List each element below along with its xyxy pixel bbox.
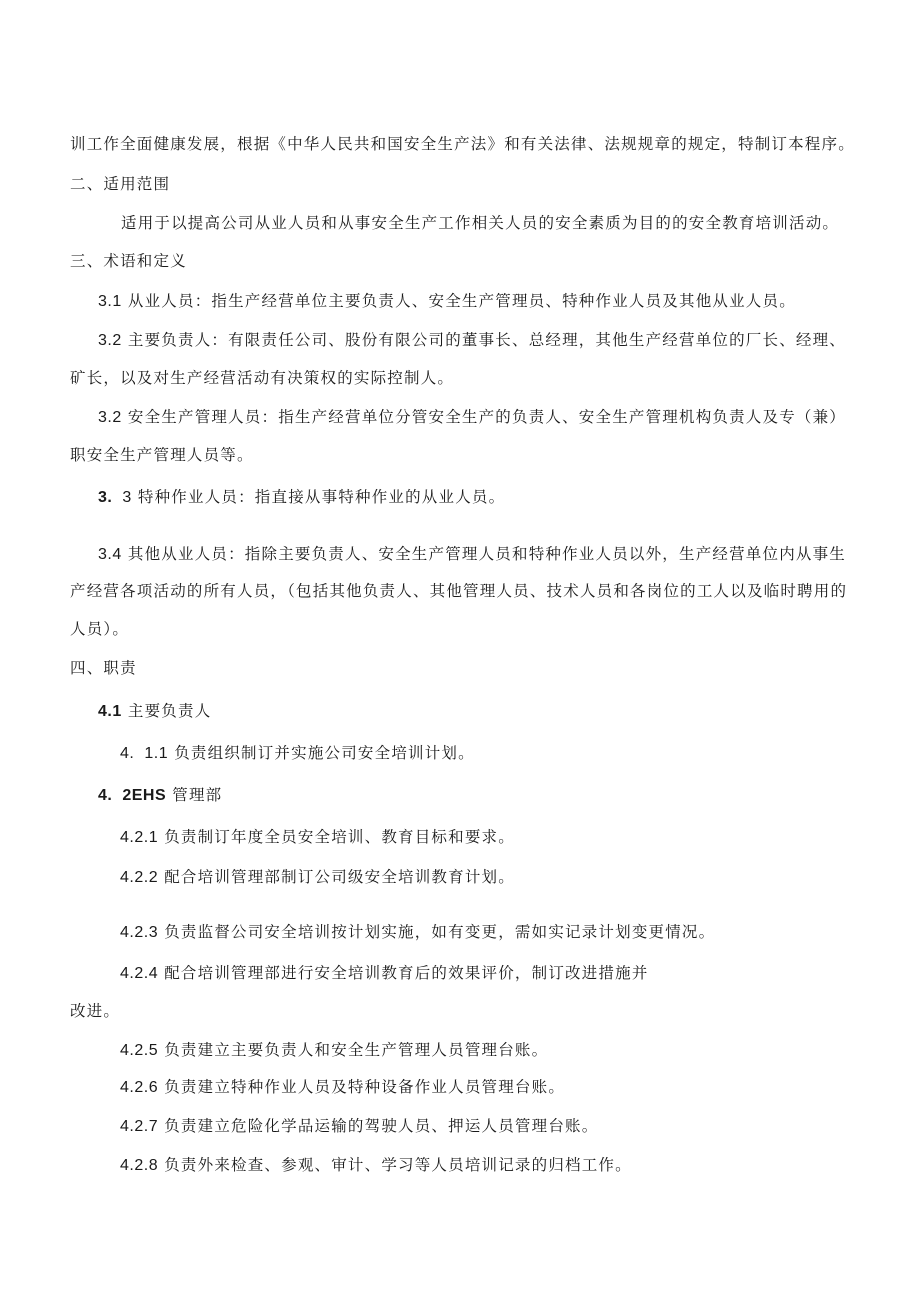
term-text-continued: 职安全生产管理人员等。 [70, 446, 254, 464]
term-text-continued: 产经营各项活动的所有人员，（包括其他负责人、其他管理人员、技术人员和各岗位的工人以及临时聘用的 [70, 582, 848, 600]
duty-item-text: 负责监督公司安全培训按计划实施，如有变更，需如实记录计划变更情况。 [164, 923, 716, 941]
duty-title: 主要负责人 [127, 702, 212, 720]
term-text: 安全生产管理人员：指生产经营单位分管安全生产的负责人、安全生产管理机构负责人及专（兼） [127, 408, 846, 426]
duty-item-number-sub: 1.1 [144, 745, 169, 762]
duty-item [120, 921, 715, 944]
duty-item [120, 1115, 598, 1138]
term-item [98, 329, 846, 352]
duty-item-number: 4.2.7 [120, 1118, 159, 1135]
duty-item-text: 配合培训管理部进行安全培训教育后的效果评价，制订改进措施并 [164, 964, 649, 982]
duty-item-text: 负责外来检查、参观、审计、学习等人员培训记录的归档工作。 [164, 1156, 632, 1174]
duty-item-text: 负责建立危险化学品运输的驾驶人员、押运人员管理台账。 [164, 1117, 599, 1135]
duty-subheading [98, 784, 222, 807]
term-text-continued: 人员）。 [70, 620, 130, 638]
duty-item-text-continued: 改进。 [70, 1002, 121, 1020]
duty-item-number: 4.2.8 [120, 1157, 159, 1174]
duty-item-number: 4.2.3 [120, 924, 159, 941]
duty-item [120, 962, 649, 985]
term-item [98, 486, 505, 509]
duty-item-text: 负责建立主要负责人和安全生产管理人员管理台账。 [164, 1041, 549, 1059]
term-text: 主要负责人：有限责任公司、股份有限公司的董事长、总经理，其他生产经营单位的厂长、经理、 [127, 331, 846, 349]
term-text-continued: 矿长，以及对生产经营活动有决策权的实际控制人。 [70, 369, 455, 387]
term-text: 其他从业人员：指除主要负责人、安全生产管理人员和特种作业人员以外，生产经营单位内从事生 [127, 545, 846, 563]
duty-item-text: 负责建立特种作业人员及特种设备作业人员管理台账。 [164, 1078, 566, 1096]
duty-item-text: 配合培训管理部制订公司级安全培训教育计划。 [164, 868, 515, 886]
duty-number: 4.1 [98, 703, 122, 720]
term-text: 特种作业人员：指直接从事特种作业的从业人员。 [137, 488, 506, 506]
duty-item-number: 4.2.5 [120, 1042, 159, 1059]
term-number: 3. [98, 489, 113, 506]
section-heading-scope: 二、适用范围 [70, 175, 171, 193]
duty-title: 管理部 [172, 786, 223, 804]
duty-item [120, 826, 515, 849]
term-number: 3.4 [98, 546, 122, 563]
term-number: 3.2 [98, 332, 122, 349]
duty-item-text: 负责制订年度全员安全培训、教育目标和要求。 [164, 828, 515, 846]
term-item [98, 543, 846, 566]
term-number: 3.2 [98, 409, 122, 426]
duty-item [120, 1076, 565, 1099]
intro-paragraph: 训工作全面健康发展，根据《中华人民共和国安全生产法》和有关法律、法规规章的规定，特制订本程序。 [70, 135, 855, 153]
duty-item-number: 4.2.4 [120, 965, 159, 982]
section-heading-terms: 三、术语和定义 [70, 252, 187, 270]
section-heading-duties: 四、职责 [70, 659, 137, 677]
duty-item-number: 4.2.2 [120, 869, 159, 886]
duty-number-sub: 2EHS [122, 787, 167, 804]
duty-number: 4. [98, 787, 113, 804]
duty-item [120, 742, 475, 765]
scope-paragraph: 适用于以提高公司从业人员和从事安全生产工作相关人员的安全素质为目的的安全教育培训活动。 [121, 214, 840, 232]
duty-item-text: 负责组织制订并实施公司安全培训计划。 [174, 744, 475, 762]
term-text: 从业人员：指生产经营单位主要负责人、安全生产管理员、特种作业人员及其他从业人员。 [127, 292, 796, 310]
duty-item-number: 4.2.6 [120, 1079, 159, 1096]
term-number: 3.1 [98, 293, 122, 310]
term-item [98, 406, 846, 429]
duty-subheading [98, 700, 211, 723]
duty-item [120, 1154, 632, 1177]
term-item [98, 290, 796, 313]
term-number-sub: 3 [122, 489, 132, 506]
duty-item [120, 1039, 548, 1062]
duty-item-number: 4. [120, 745, 135, 762]
duty-item-number: 4.2.1 [120, 829, 159, 846]
duty-item [120, 866, 515, 889]
